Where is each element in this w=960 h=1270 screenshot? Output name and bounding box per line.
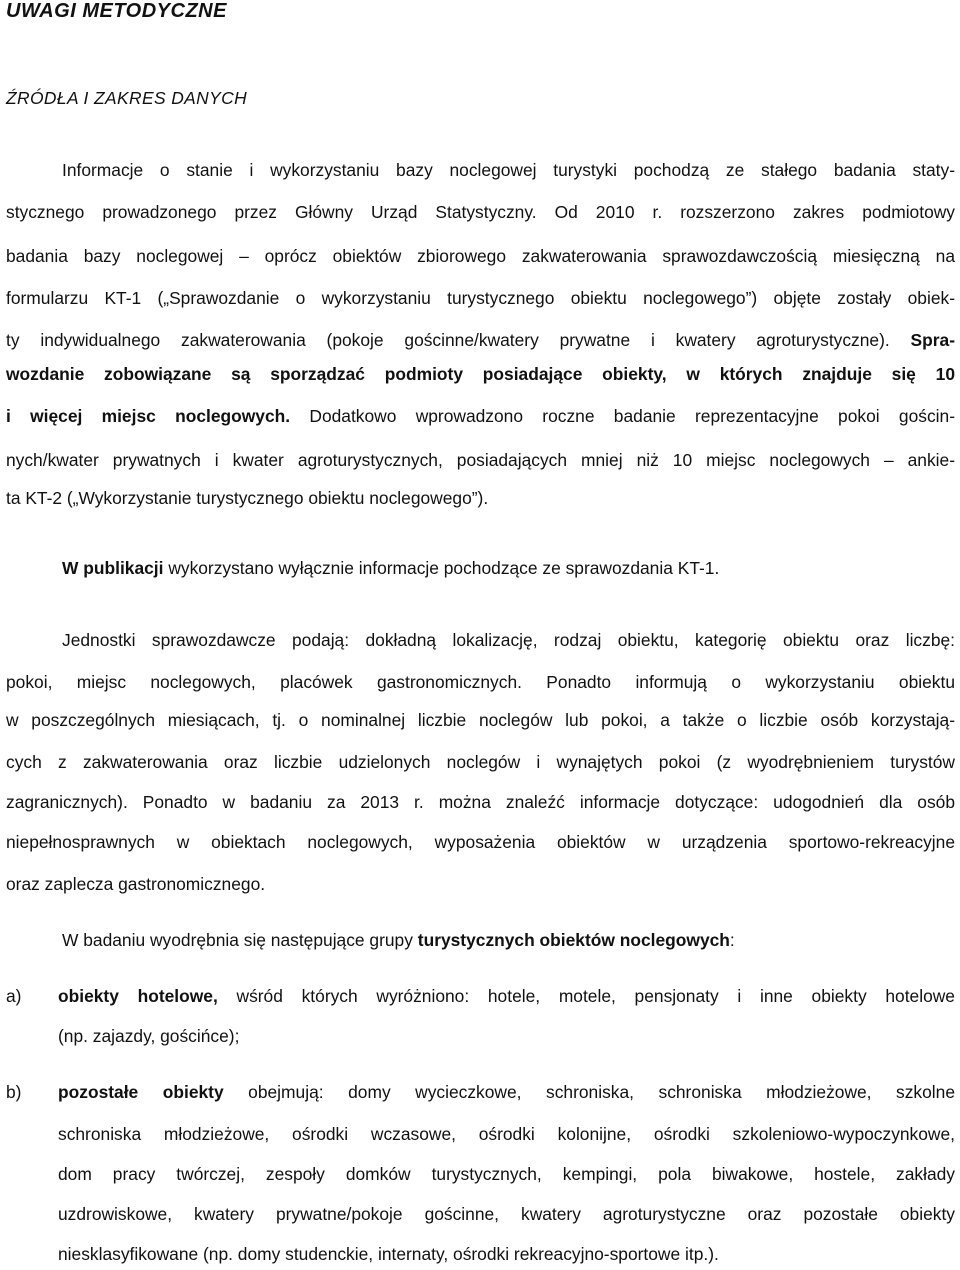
text-run: wśród których wyróżniono: hotele, motele, pensjonaty i inne obiekty hotelowe bbox=[236, 986, 955, 1006]
text-run: Dodatkowo wprowadzono roczne badanie reprezentacyjne pokoi gościn- bbox=[309, 406, 955, 426]
text-line: Jednostki sprawozdawcze podają: dokładną lokalizację, rodzaj obiektu, kategorię obiektu oraz liczbę: bbox=[62, 630, 955, 650]
text-line bbox=[6, 330, 955, 350]
text-run: ty indywidualnego zakwaterowania (pokoje gościnne/kwatery prywatne i kwatery agroturystyczne). bbox=[6, 330, 890, 350]
text-line: formularzu KT-1 („Sprawozdanie o wykorzystaniu turystycznego obiektu noclegowego”) objęte zostały obiek- bbox=[6, 288, 955, 308]
bold-text: W publikacji bbox=[62, 558, 164, 578]
text-run: obejmują: domy wycieczkowe, schroniska, schroniska młodzieżowe, szkolne bbox=[248, 1082, 956, 1102]
bold-text: turystycznych obiektów noclegowych bbox=[417, 930, 730, 950]
text-line bbox=[6, 406, 955, 426]
text-run: : bbox=[729, 930, 735, 950]
text-line bbox=[58, 1082, 955, 1102]
text-line: niesklasyfikowane (np. domy studenckie, internaty, ośrodki rekreacyjno-sportowe itp.). bbox=[58, 1244, 719, 1264]
page-title: UWAGI METODYCZNE bbox=[6, 0, 227, 22]
text-line: dom pracy twórczej, zespoły domków turystycznych, kempingi, pola biwakowe, hostele, zakłady bbox=[58, 1164, 955, 1184]
text-line: nych/kwater prywatnych i kwater agroturystycznych, posiadających mniej niż 10 miejsc noclegowych – ankie- bbox=[6, 450, 955, 470]
text-line: uzdrowiskowe, kwatery prywatne/pokoje gościnne, kwatery agroturystyczne oraz pozostałe obiekty bbox=[58, 1204, 955, 1224]
text-line: Informacje o stanie i wykorzystaniu bazy noclegowej turystyki pochodzą ze stałego badania staty- bbox=[62, 160, 955, 180]
list-label: a) bbox=[6, 986, 22, 1006]
list-label: b) bbox=[6, 1082, 22, 1102]
text-line: niepełnosprawnych w obiektach noclegowych, wyposażenia obiektów w urządzenia sportowo-rekreacyjne bbox=[6, 832, 955, 852]
bold-text: i więcej miejsc noclegowych. bbox=[6, 406, 291, 426]
text-line: oraz zaplecza gastronomicznego. bbox=[6, 874, 266, 894]
text-line: wozdanie zobowiązane są sporządzać podmioty posiadające obiekty, w których znajduje się 10 bbox=[6, 364, 955, 384]
text-run: W badaniu wyodrębnia się następujące grupy bbox=[62, 930, 413, 950]
text-line: w poszczególnych miesiącach, tj. o nominalnej liczbie noclegów lub pokoi, a także o liczbie osób korzystają- bbox=[6, 710, 955, 730]
text-line: zagranicznych). Ponadto w badaniu za 2013 r. można znaleźć informacje dotyczące: udogodnień dla osób bbox=[6, 792, 955, 812]
text-line bbox=[58, 986, 955, 1006]
text-line: ta KT-2 („Wykorzystanie turystycznego obiektu noclegowego”). bbox=[6, 488, 489, 508]
text-line: cych z zakwaterowania oraz liczbie udzielonych noclegów i wynajętych pokoi (z wyodrębnieniem turystów bbox=[6, 752, 955, 772]
text-line: pokoi, miejsc noclegowych, placówek gastronomicznych. Ponadto informują o wykorzystaniu obiektu bbox=[6, 672, 955, 692]
section-heading: ŹRÓDŁA I ZAKRES DANYCH bbox=[6, 88, 248, 108]
paragraph-publication bbox=[62, 558, 960, 578]
paragraph-groups bbox=[62, 930, 960, 950]
text-line: stycznego prowadzonego przez Główny Urząd Statystyczny. Od 2010 r. rozszerzono zakres podmiotowy bbox=[6, 202, 955, 222]
text-line: badania bazy noclegowej – oprócz obiektów zbiorowego zakwaterowania sprawozdawczością miesięczną na bbox=[6, 246, 955, 266]
bold-text: Spra- bbox=[910, 330, 955, 350]
bold-text: obiekty hotelowe, bbox=[58, 986, 218, 1006]
text-line: schroniska młodzieżowe, ośrodki wczasowe, ośrodki kolonijne, ośrodki szkoleniowo-wypoczynkowe, bbox=[58, 1124, 955, 1144]
bold-text: pozostałe obiekty bbox=[58, 1082, 224, 1102]
text-line: (np. zajazdy, gościńce); bbox=[58, 1026, 240, 1046]
text-run: wykorzystano wyłącznie informacje pochodzące ze sprawozdania KT-1. bbox=[168, 558, 720, 578]
